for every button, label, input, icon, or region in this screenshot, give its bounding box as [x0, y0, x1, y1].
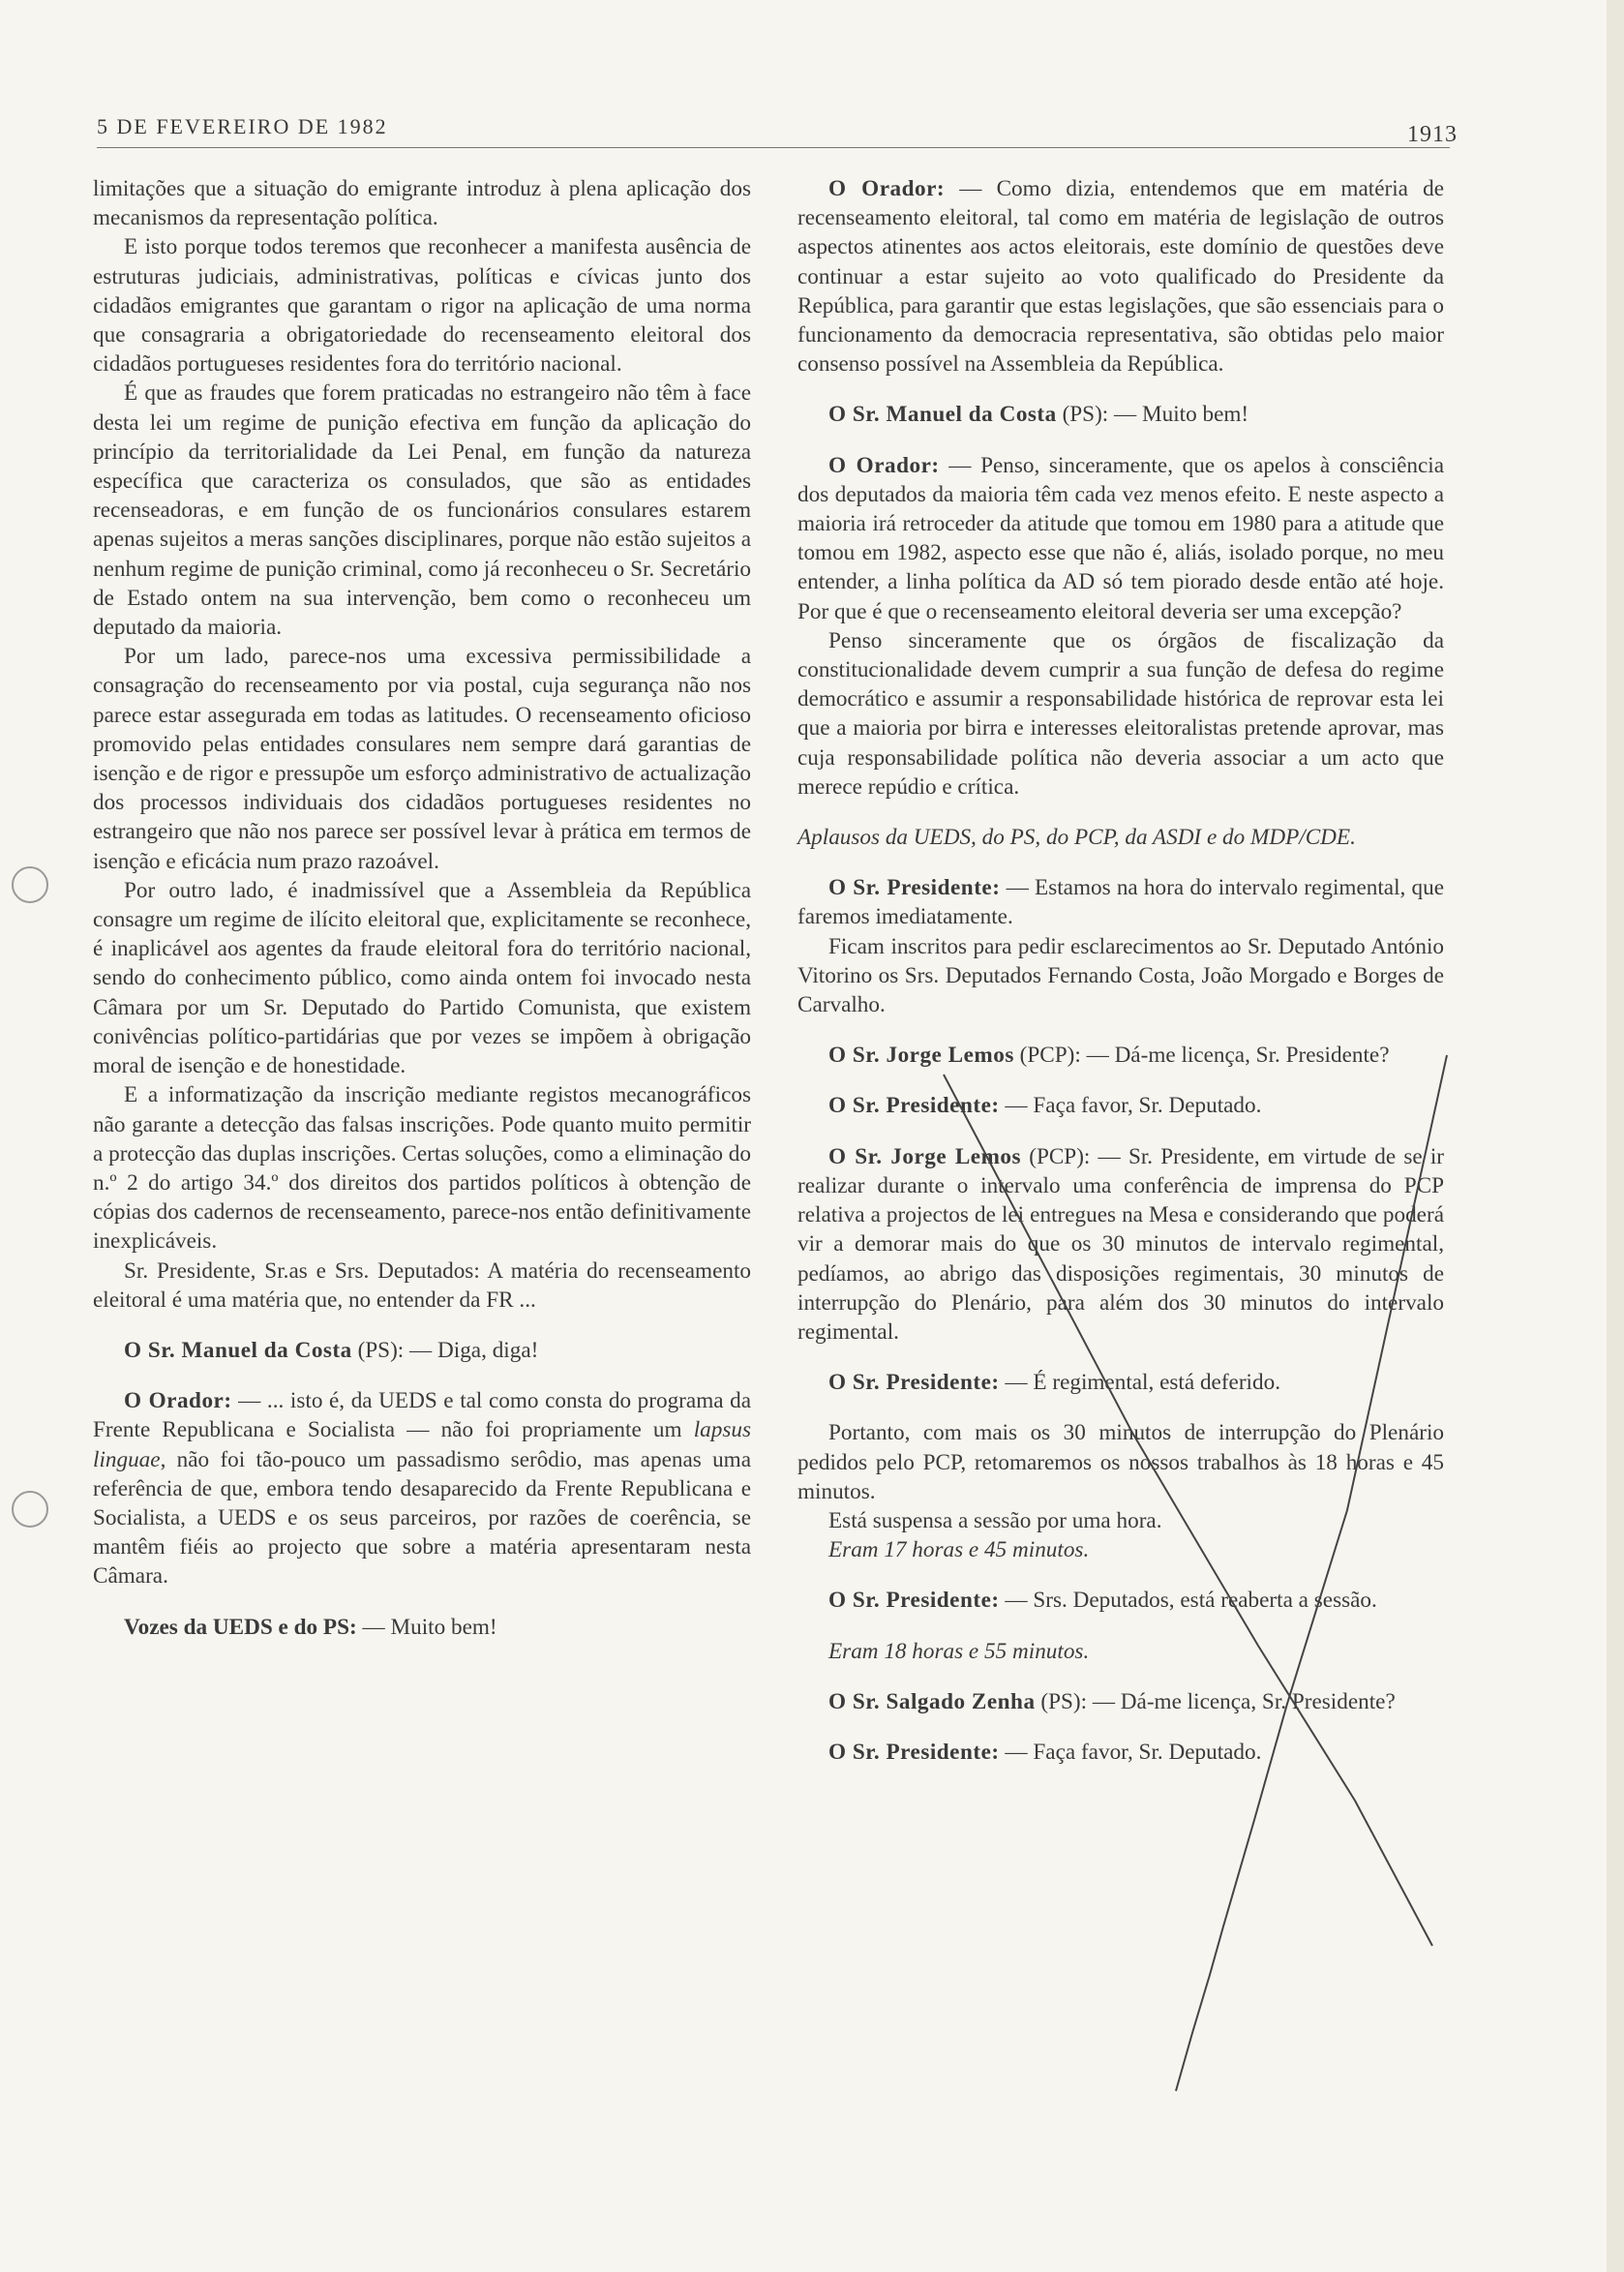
speaker-name: O Orador: [828, 452, 940, 478]
speech-paragraph [797, 451, 1444, 626]
stage-direction: Aplausos da UEDS, do PS, do PCP, da ASDI e do MDP/CDE. [797, 825, 1356, 851]
speech-text: — Como dizia, entendemos que em matéria de recenseamento eleitoral, tal como em matéria de legislação de outros aspectos atinentes aos actos eleitorais, este domínio de questões deve continuar a estar sujeito ao voto qualificado do Presidente da República, para garantir que estas legislações, que são essenciais para o funcionamento da democracia representativa, são obtidas pelo maior consenso possível na Assembleia da República. [797, 176, 1444, 378]
speaker-name: Vozes da UEDS e do PS: [124, 1614, 357, 1640]
speech-paragraph [797, 174, 1444, 379]
paragraph: limitações que a situação do emigrante introduz à plena aplicação dos mecanismos da representação política. [93, 176, 751, 231]
speaker-name: O Sr. Presidente: [828, 875, 1001, 901]
speech-text: — É regimental, está deferido. [999, 1370, 1280, 1396]
speaker-name: O Sr. Presidente: [828, 1588, 1000, 1614]
speech-text: (PS): — Dá-me licença, Sr. Presidente? [1035, 1688, 1396, 1714]
paragraph: Ficam inscritos para pedir esclarecimentos ao Sr. Deputado António Vitorino os Srs. Deputados Fernando Costa, João Morgado e Borges de Carvalho. [797, 933, 1444, 1018]
speech-paragraph [93, 1386, 751, 1590]
speech-paragraph [797, 1586, 1444, 1615]
speaker-name: O Sr. Presidente: [828, 1093, 1000, 1119]
speech-text: (PCP): — Dá-me licença, Sr. Presidente? [1013, 1043, 1390, 1069]
paragraph: Por um lado, parece-nos uma excessiva permissibilidade a consagração do recenseamento por via postal, cuja segurança não nos parece estar assegurada em todas as latitudes. O recenseamento oficioso promovido pelas entidades consulares nem sempre dará garantias de isenção e de rigor e pressupõe um esforço administrativo de actualização dos processos individuais dos cidadãos portugueses residentes no estrangeiro que não nos parece ser possível levar à prática em termos de isenção e eficácia num prazo razoável. [93, 644, 751, 874]
speech-paragraph [797, 1687, 1444, 1716]
speaker-name: O Orador: [124, 1388, 232, 1414]
speech-paragraph [797, 400, 1444, 429]
header-rule [97, 147, 1450, 148]
stage-direction: Eram 17 horas e 45 minutos. [828, 1537, 1090, 1563]
left-column [93, 174, 751, 1642]
page-header [97, 114, 1458, 153]
speaker-name: O Sr. Presidente: [828, 1739, 1000, 1765]
paragraph: É que as fraudes que forem praticadas no estrangeiro não têm à face desta lei um regime de punição efectiva em função da aplicação do princípio da territorialidade da Lei Penal, em função da natureza específica que caracteriza os consulados, que são as entidades recenseadoras, e em função de os funcionários consulares estarem apenas sujeitos a meras sanções disciplinares, porque não estão sujeitos a nenhum regime de punição criminal, como já reconheceu o Sr. Secretário de Estado ontem na sua intervenção, bem como o reconheceu um deputado da maioria. [93, 380, 751, 641]
speech-text: (PS): — Muito bem! [1056, 402, 1249, 428]
speech-paragraph [797, 1091, 1444, 1120]
speech-text: — Faça favor, Sr. Deputado. [999, 1739, 1262, 1765]
paragraph: Penso sinceramente que os órgãos de fiscalização da constitucionalidade devem cumprir a sua função de defesa do regime democrático e assumir a responsabilidade histórica de reprovar esta lei que a maioria por birra e interesses eleitoralistas pretende aprovar, mas cuja responsabilidade política não deveria associar a um acto que merece repúdio e crítica. [797, 627, 1444, 800]
speech-text: — Estamos na hora do intervalo regimental, que faremos imediatamente. [797, 875, 1444, 930]
punch-hole-bottom [12, 1491, 48, 1528]
speech-text: — Srs. Deputados, está reaberta a sessão. [999, 1588, 1377, 1614]
speech-paragraph [797, 1738, 1444, 1767]
italic-phrase: lapsus linguae [93, 1417, 751, 1472]
speech-text: (PS): — Diga, diga! [351, 1337, 539, 1363]
speech-paragraph [797, 873, 1444, 931]
speaker-name: O Sr. Jorge Lemos [828, 1143, 1022, 1169]
punch-hole-top [12, 866, 48, 903]
page-number: 1913 [1407, 122, 1458, 147]
header-date: 5 DE FEVEREIRO DE 1982 [97, 114, 388, 138]
speaker-name: O Orador: [828, 176, 946, 201]
right-column [797, 174, 1444, 1767]
speech-text: — Penso, sinceramente, que os apelos à consciência dos deputados da maioria têm cada vez menos efeito. E neste aspecto a maioria irá retroceder da atitude que tomou em 1980 para a atitude que tomou em 1982, aspecto esse que não é, aliás, isolado porque, no meu entender, a linha política da AD só tem piorado desde então até hoje. Por que é que o recenseamento eleitoral deveria ser uma excepção? [797, 452, 1444, 624]
stage-direction: Eram 18 horas e 55 minutos. [828, 1638, 1090, 1664]
speech-text: — Faça favor, Sr. Deputado. [999, 1093, 1262, 1119]
scan-edge [1607, 0, 1624, 2272]
speech-text-continued: , não foi tão-pouco um passadismo serôdio, mas apenas uma referência de que, embora tendo desaparecido da Frente Republicana e Socialista, a UEDS e os seus parceiros, por razões de coerência, se mantêm fiéis ao projecto que sobre a matéria apresentaram nesta Câmara. [93, 1446, 751, 1590]
paragraph: Portanto, com mais os 30 minutos de interrupção do Plenário pedidos pelo PCP, retomaremos os nossos trabalhos às 18 horas e 45 minutos. [797, 1420, 1444, 1504]
speech-paragraph [797, 1368, 1444, 1397]
speech-paragraph [797, 1041, 1444, 1070]
speaker-name: O Sr. Salgado Zenha [828, 1688, 1036, 1714]
paragraph: Está suspensa a sessão por uma hora. [828, 1507, 1162, 1533]
speech-paragraph [797, 1142, 1444, 1347]
speaker-name: O Sr. Manuel da Costa [828, 402, 1057, 428]
paragraph: Sr. Presidente, Sr.as e Srs. Deputados: A matéria do recenseamento eleitoral é uma matéria que, no entender da FR ... [93, 1257, 751, 1313]
speaker-name: O Sr. Manuel da Costa [124, 1337, 352, 1363]
speaker-name: O Sr. Presidente: [828, 1370, 1000, 1396]
paragraph: E isto porque todos teremos que reconhecer a manifesta ausência de estruturas judiciais, administrativas, políticas e cívicas junto dos cidadãos emigrantes que garantam o rigor na aplicação de uma norma que consagraria a obrigatoriedade do recenseamento eleitoral dos cidadãos portugueses residentes fora do território nacional. [93, 234, 751, 378]
speech-text: (PCP): — Sr. Presidente, em virtude de se ir realizar durante o intervalo uma conferência de imprensa do PCP relativa a projectos de lei entregues na Mesa e considerando que poderá vir a demorar mais do que os 30 minutos de intervalo regimental, pedíamos, ao abrigo das disposições regimentais, 30 minutos de interrupção do Plenário, para além dos 30 minutos do intervalo regimental. [797, 1143, 1444, 1345]
paragraph: E a informatização da inscrição mediante registos mecanográficos não garante a detecção das falsas inscrições. Pode quanto muito permitir a protecção das duplas inscrições. Certas soluções, como a eliminação do n.º 2 do artigo 34.º dos direitos dos partidos políticos à obtenção de cópias dos cadernos de recenseamento, parece-nos então definitivamente inexplicáveis. [93, 1082, 751, 1255]
paragraph: Por outro lado, é inadmissível que a Assembleia da República consagre um regime de ilícito eleitoral que, explicitamente se reconhece, é inaplicável aos agentes da fraude eleitoral fora do território nacional, sendo do conhecimento público, como ainda ontem foi invocado nesta Câmara por um Sr. Deputado do Partido Comunista, que existem conivências político-partidárias que por vezes se impõem à obrigação moral de isenção e de honestidade. [93, 877, 751, 1079]
speech-paragraph [93, 1613, 751, 1642]
speech-text: — Muito bem! [356, 1614, 497, 1640]
speech-paragraph [93, 1336, 751, 1365]
speaker-name: O Sr. Jorge Lemos [828, 1043, 1014, 1069]
speech-text: — ... isto é, da UEDS e tal como consta do programa da Frente Republicana e Socialista — não foi propriamente um [93, 1388, 751, 1443]
